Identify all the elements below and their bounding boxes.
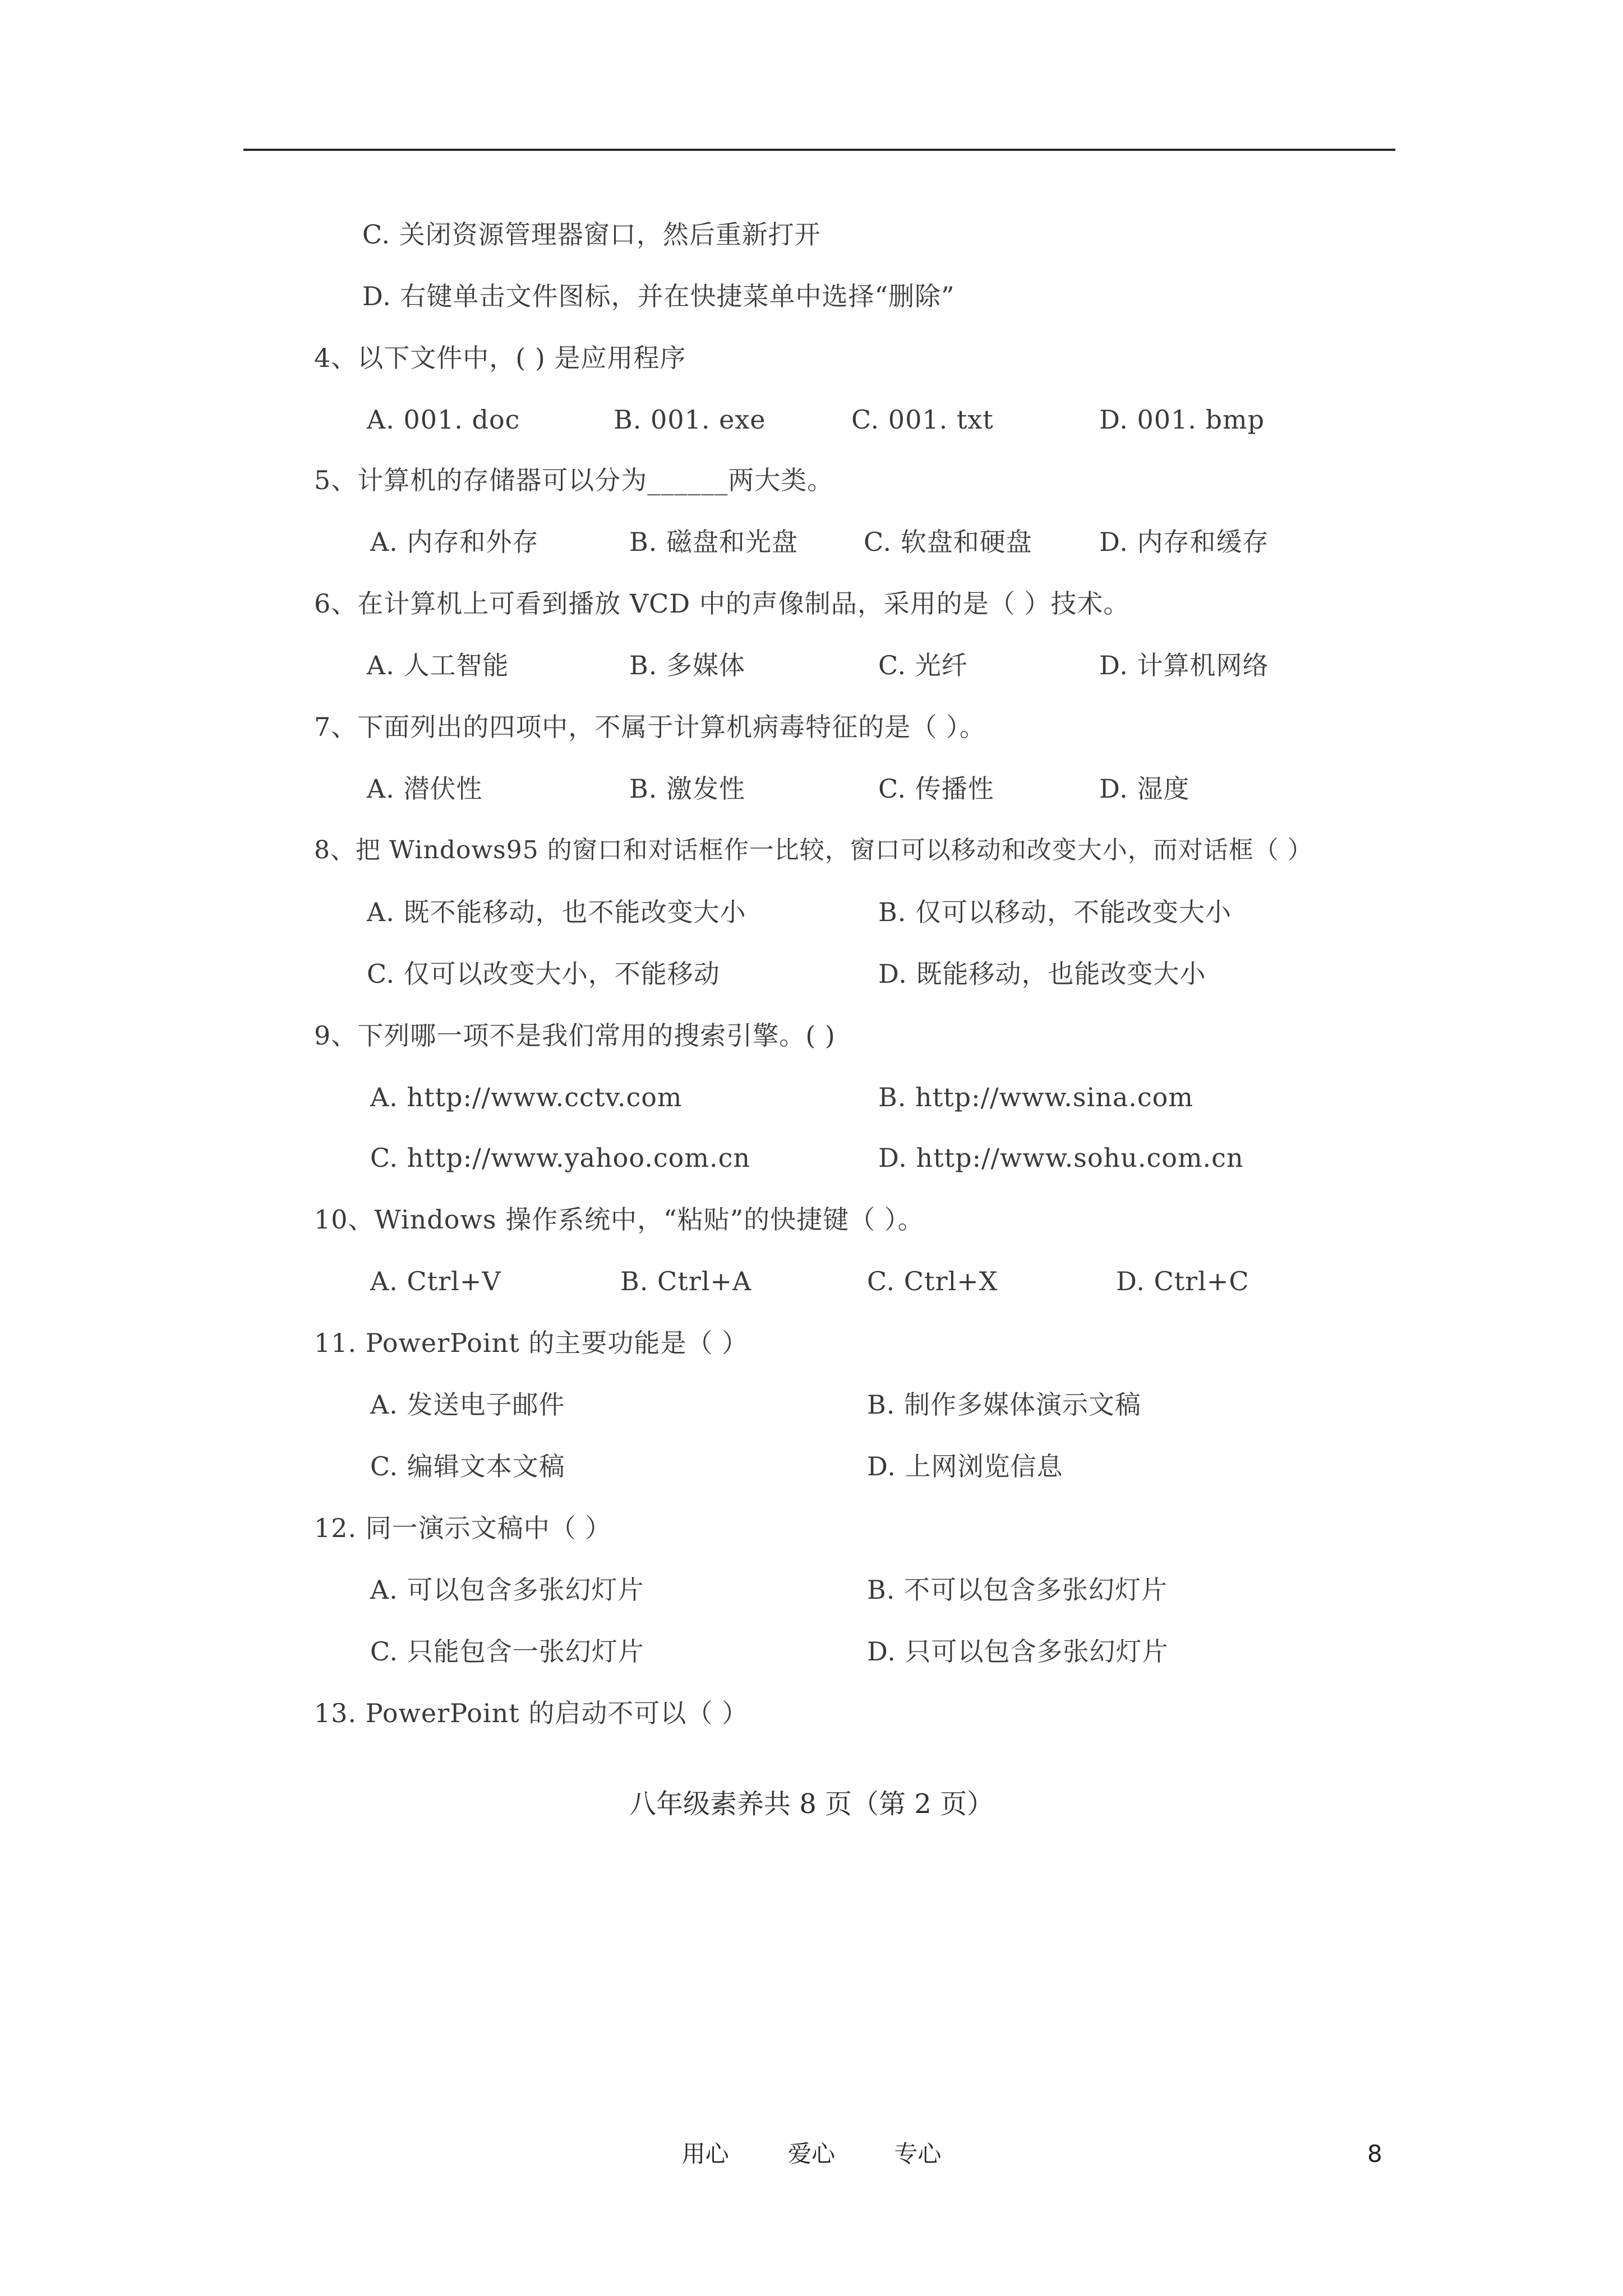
question-9: 9、下列哪一项不是我们常用的搜索引擎。( ) [314, 1020, 836, 1051]
question-5: 5、计算机的存储器可以分为______两大类。 [314, 465, 834, 495]
question-8: 8、把 Windows95 的窗口和对话框作一比较，窗口可以移动和改变大小，而对话框（ ） [314, 836, 1313, 864]
question-12-option-d: D. 只可以包含多张幻灯片 [867, 1636, 1169, 1667]
question-9-option-a: A. http://www.cctv.com [370, 1082, 683, 1112]
question-9-option-c: C. http://www.yahoo.com.cn [370, 1143, 750, 1173]
question-12-option-c: C. 只能包含一张幻灯片 [370, 1636, 644, 1667]
motto-word: 爱心 [787, 2140, 835, 2168]
option-c: C. 关闭资源管理器窗口，然后重新打开 [362, 219, 821, 250]
page-note: 八年级素养共 8 页（第 2 页） [629, 1788, 994, 1820]
question-6-option-c: C. 光纤 [878, 650, 968, 680]
question-7-option-b: B. 激发性 [629, 774, 746, 804]
question-12-option-b: B. 不可以包含多张幻灯片 [867, 1575, 1168, 1605]
question-11-option-b: B. 制作多媒体演示文稿 [867, 1389, 1142, 1420]
question-10: 10、Windows 操作系统中，“粘贴”的快捷键（ ）。 [314, 1204, 924, 1235]
question-9-option-d: D. http://www.sohu.com.cn [878, 1143, 1244, 1173]
question-8-option-d: D. 既能移动，也能改变大小 [878, 959, 1206, 989]
question-7-option-a: A. 潜伏性 [367, 774, 483, 804]
question-5-option-b: B. 磁盘和光盘 [629, 527, 799, 557]
question-13: 13. PowerPoint 的启动不可以（ ） [314, 1698, 748, 1728]
question-6-option-a: A. 人工智能 [367, 650, 509, 680]
question-7-option-d: D. 湿度 [1099, 774, 1190, 804]
question-8-option-c: C. 仅可以改变大小，不能移动 [367, 959, 720, 989]
question-5-option-d: D. 内存和缓存 [1099, 527, 1269, 557]
question-7: 7、下面列出的四项中，不属于计算机病毒特征的是（ ）。 [314, 712, 986, 742]
question-12-option-a: A. 可以包含多张幻灯片 [370, 1575, 644, 1605]
question-10-option-b: B. Ctrl+A [620, 1266, 752, 1296]
question-6-option-b: B. 多媒体 [629, 650, 746, 680]
header-rule [243, 149, 1395, 151]
question-7-option-c: C. 传播性 [878, 774, 994, 804]
question-8-option-a: A. 既不能移动，也不能改变大小 [367, 897, 746, 927]
question-11: 11. PowerPoint 的主要功能是（ ） [314, 1328, 748, 1358]
question-9-option-b: B. http://www.sina.com [878, 1082, 1193, 1112]
question-4-option-b: B. 001. exe [614, 404, 766, 435]
question-11-option-d: D. 上网浏览信息 [867, 1451, 1063, 1481]
question-4-option-c: C. 001. txt [851, 404, 994, 435]
question-10-option-c: C. Ctrl+X [867, 1266, 998, 1296]
question-12: 12. 同一演示文稿中（ ） [314, 1513, 612, 1543]
question-10-option-d: D. Ctrl+C [1116, 1266, 1249, 1296]
motto-word: 用心 [681, 2140, 729, 2168]
question-8-option-b: B. 仅可以移动，不能改变大小 [878, 897, 1232, 927]
question-4-option-a: A. 001. doc [367, 404, 520, 435]
question-4: 4、以下文件中，( ) 是应用程序 [314, 343, 686, 373]
page-number: 8 [1367, 2140, 1382, 2168]
question-10-option-a: A. Ctrl+V [370, 1266, 501, 1296]
question-11-option-a: A. 发送电子邮件 [370, 1389, 565, 1420]
question-5-option-a: A. 内存和外存 [370, 527, 539, 557]
question-6: 6、在计算机上可看到播放 VCD 中的声像制品，采用的是（ ）技术。 [314, 588, 1130, 619]
question-5-option-c: C. 软盘和硬盘 [864, 527, 1032, 557]
question-4-option-d: D. 001. bmp [1099, 404, 1265, 435]
question-11-option-c: C. 编辑文本文稿 [370, 1451, 565, 1481]
option-d: D. 右键单击文件图标，并在快捷菜单中选择“删除” [362, 281, 955, 311]
motto-word: 专心 [894, 2140, 942, 2168]
question-6-option-d: D. 计算机网络 [1099, 650, 1269, 680]
